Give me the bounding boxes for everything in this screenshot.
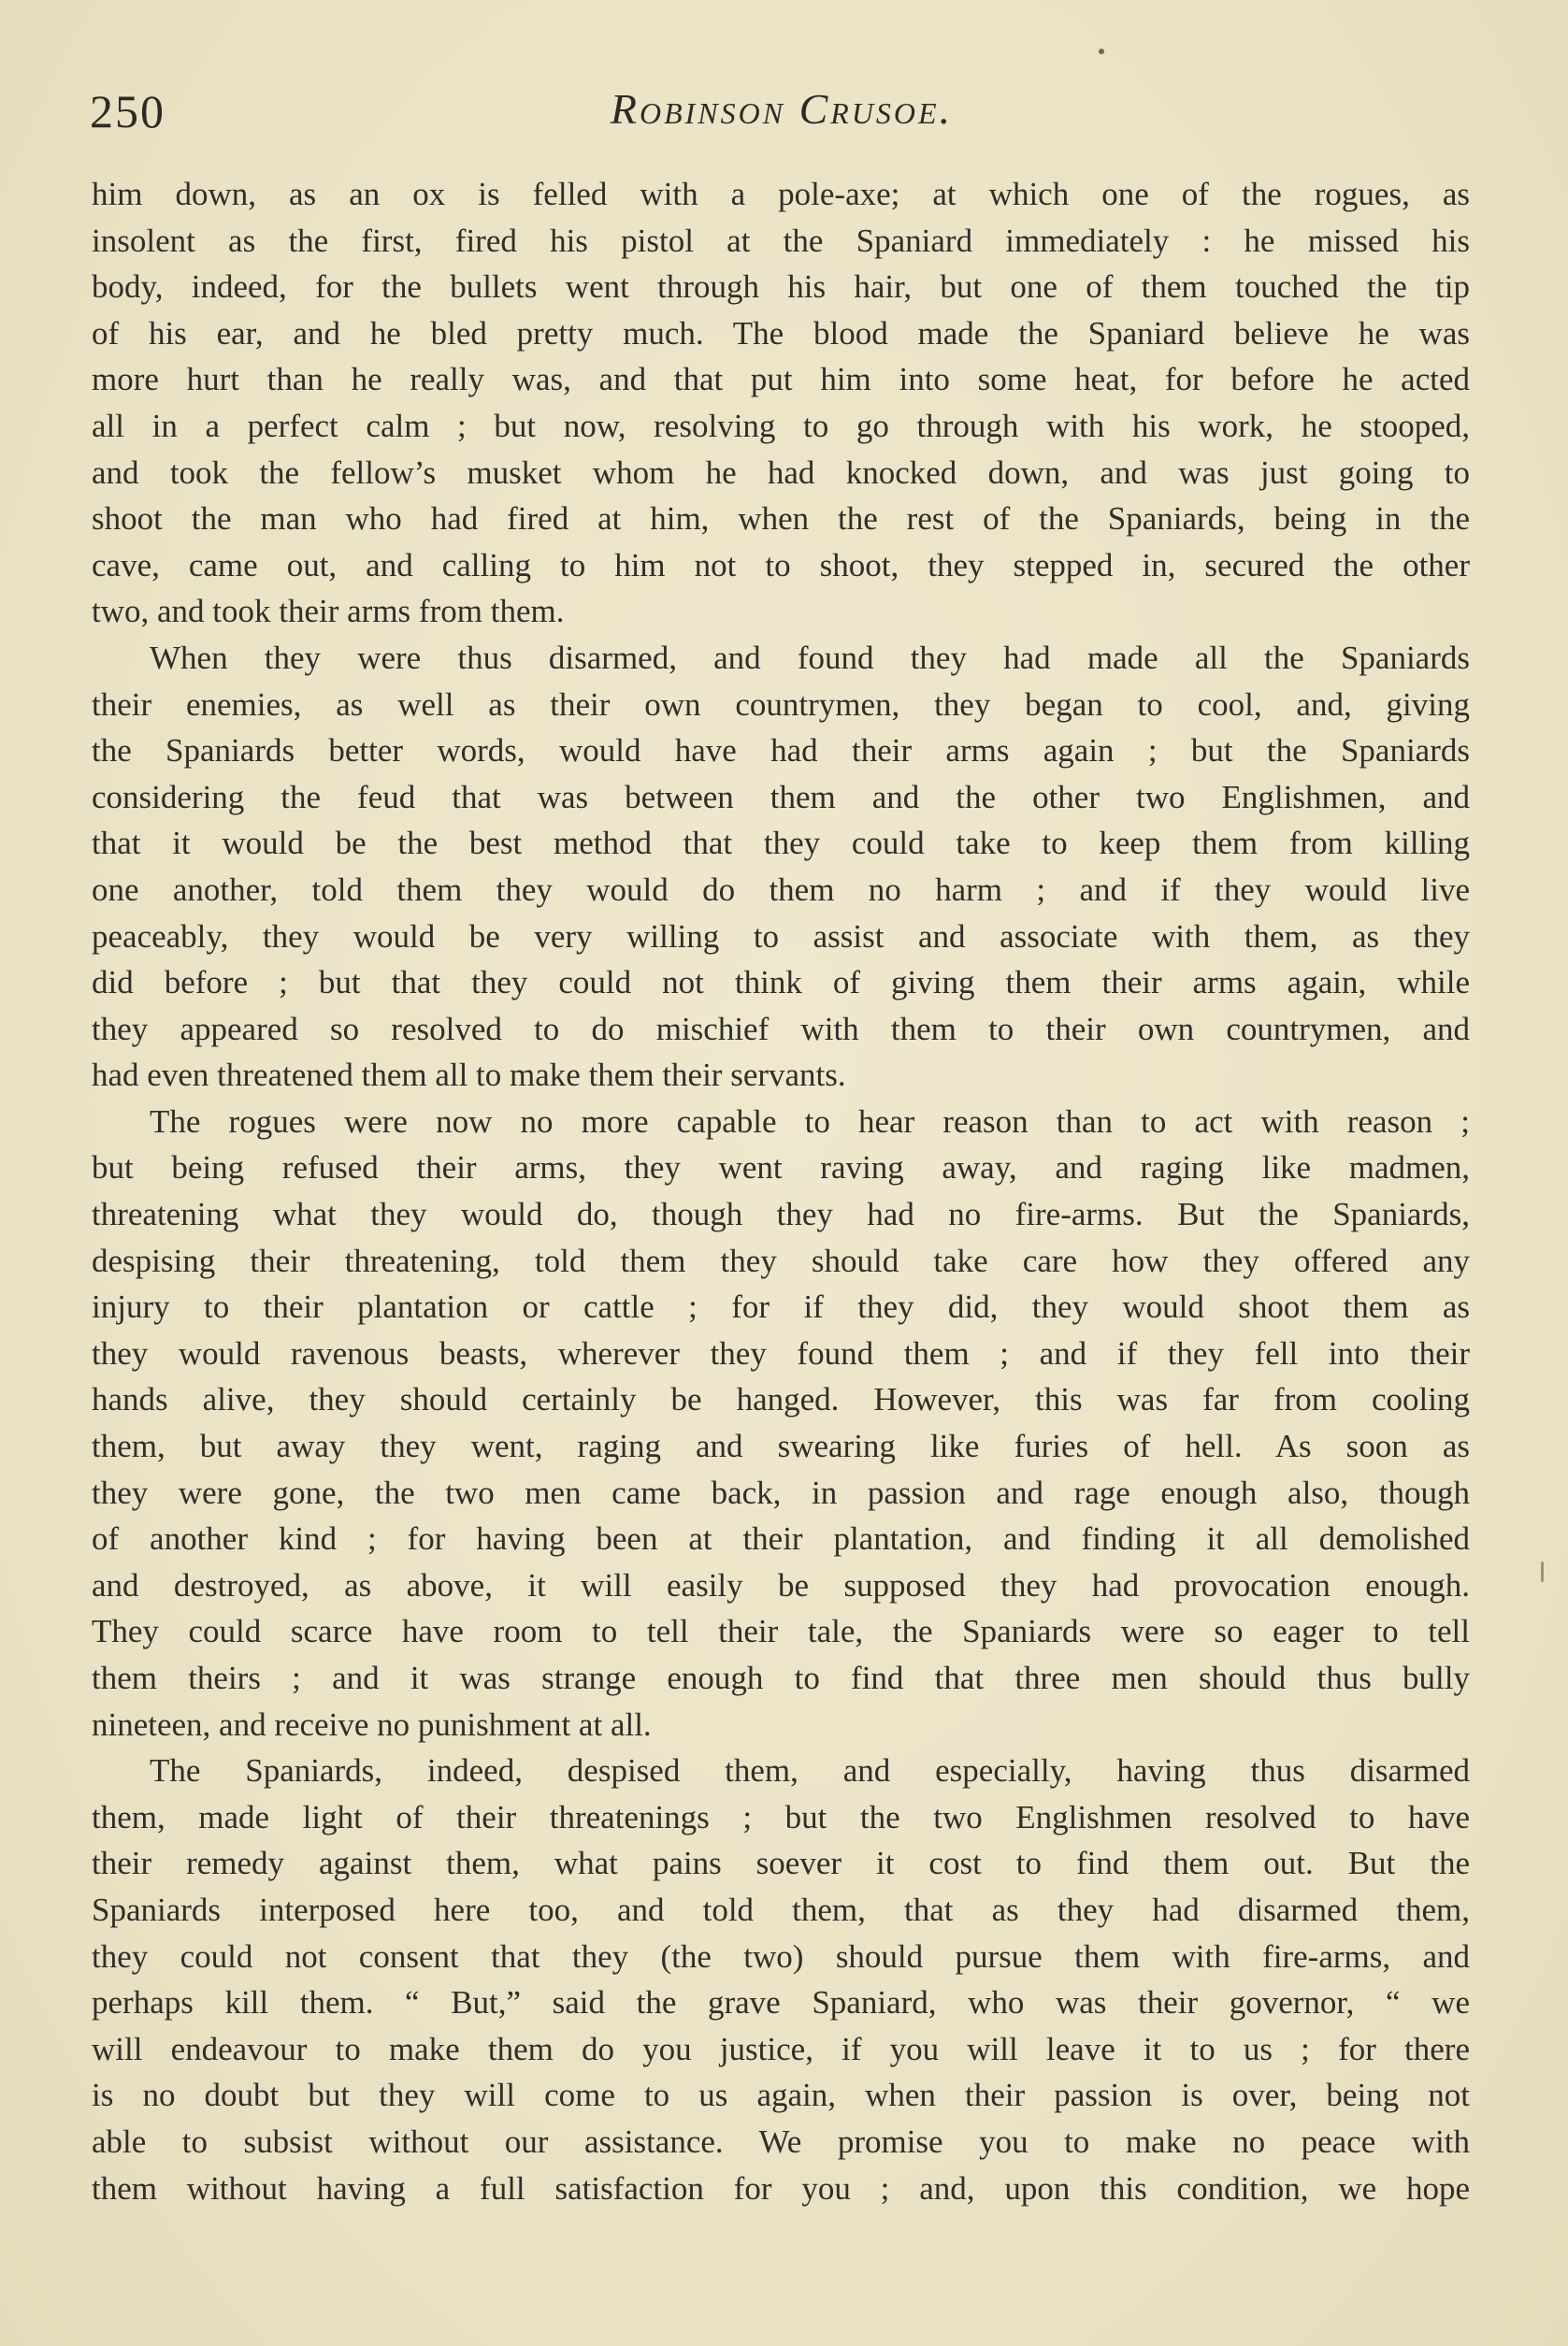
- text-line: had even threatened them all to make them their servants.: [92, 1057, 846, 1094]
- text-line: their remedy against them, what pains soever it cost to find them out. But the: [92, 1845, 1470, 1882]
- text-line: but being refused their arms, they went raving away, and raging like madmen,: [92, 1149, 1470, 1187]
- text-line: one another, told them they would do them no harm ; and if they would live: [92, 871, 1470, 908]
- print-speck: [1099, 49, 1104, 54]
- text-line: nineteen, and receive no punishment at all.: [92, 1706, 652, 1743]
- text-line: considering the feud that was between them and the other two Englishmen, and: [92, 778, 1470, 815]
- text-line: of another kind ; for having been at their plantation, and finding it all demolished: [92, 1520, 1470, 1558]
- text-line: insolent as the first, fired his pistol at the Spaniard immediately : he missed his: [92, 222, 1470, 259]
- text-line: they appeared so resolved to do mischief with them to their own countrymen, and: [92, 1010, 1470, 1047]
- text-line: them, made light of their threatenings ; but the two Englishmen resolved to have: [92, 1798, 1470, 1835]
- page-header: [90, 84, 1474, 140]
- text-line: the Spaniards better words, would have had their arms again ; but the Spaniards: [92, 732, 1470, 770]
- text-line: they could not consent that they (the two) should pursue them with fire-arms, and: [92, 1937, 1470, 1975]
- text-line: shoot the man who had fired at him, when the rest of the Spaniards, being in the: [92, 500, 1470, 538]
- text-line: more hurt than he really was, and that put him into some heat, for before he acted: [92, 361, 1470, 398]
- text-line: is no doubt but they will come to us again, when their passion is over, being not: [92, 2077, 1470, 2114]
- text-line: perhaps kill them. “ But,” said the grave Spaniard, who was their governor, “ we: [92, 1984, 1470, 2022]
- text-line: threatening what they would do, though they had no fire-arms. But the Spaniards,: [92, 1196, 1470, 1233]
- page-number: 250: [90, 85, 165, 137]
- text-line: Spaniards interposed here too, and told them, that as they had disarmed them,: [92, 1891, 1470, 1928]
- text-line: They could scarce have room to tell their tale, the Spaniards were so eager to tell: [92, 1613, 1470, 1650]
- print-speck: [1541, 1562, 1544, 1582]
- text-line: body, indeed, for the bullets went through his hair, but one of them touched the tip: [92, 268, 1470, 306]
- text-line: that it would be the best method that they could take to keep them from killing: [92, 825, 1470, 862]
- text-line: of his ear, and he bled pretty much. The blood made the Spaniard believe he was: [92, 314, 1470, 352]
- text-line: them theirs ; and it was strange enough to find that three men should thus bully: [92, 1660, 1470, 1696]
- text-line: all in a perfect calm ; but now, resolving to go through with his work, he stooped,: [92, 407, 1470, 444]
- text-line: will endeavour to make them do you justice, if you will leave it to us ; for there: [92, 2030, 1470, 2067]
- text-line: did before ; but that they could not think of giving them their arms again, while: [92, 964, 1470, 1001]
- text-line: them without having a full satisfaction for you ; and, upon this condition, we hope: [92, 2169, 1470, 2207]
- text-line: two, and took their arms from them.: [92, 593, 565, 630]
- text-line: they would ravenous beasts, wherever they found them ; and if they fell into their: [92, 1334, 1470, 1372]
- text-line: able to subsist without our assistance. We promise you to make no peace with: [92, 2123, 1470, 2160]
- text-line: him down, as an ox is felled with a pole-axe; at which one of the rogues, as: [92, 176, 1470, 212]
- running-title: Robinson Crusoe.: [610, 85, 954, 133]
- text-line: peaceably, they would be very willing to assist and associate with them, as they: [92, 917, 1470, 955]
- text-line: and destroyed, as above, it will easily be supposed they had provocation enough.: [92, 1566, 1470, 1604]
- text-line: hands alive, they should certainly be hanged. However, this was far from cooling: [92, 1381, 1470, 1418]
- text-line: When they were thus disarmed, and found they had made all the Spaniards: [150, 639, 1470, 676]
- text-line: The Spaniards, indeed, despised them, and especially, having thus disarmed: [150, 1752, 1470, 1790]
- text-line: them, but away they went, raging and swearing like furies of hell. As soon as: [92, 1428, 1470, 1465]
- text-line: they were gone, the two men came back, in passion and rage enough also, though: [92, 1474, 1470, 1511]
- text-line: despising their threatening, told them they should take care how they offered any: [92, 1242, 1470, 1279]
- text-line: cave, came out, and calling to him not to shoot, they stepped in, secured the other: [92, 546, 1470, 583]
- text-line: injury to their plantation or cattle ; for if they did, they would shoot them as: [92, 1288, 1470, 1326]
- text-line: and took the fellow’s musket whom he had knocked down, and was just going to: [92, 453, 1470, 491]
- text-line: The rogues were now no more capable to hear reason than to act with reason ;: [150, 1102, 1470, 1140]
- body-text: [92, 171, 1470, 2211]
- text-line: their enemies, as well as their own countrymen, they began to cool, and, giving: [92, 685, 1470, 723]
